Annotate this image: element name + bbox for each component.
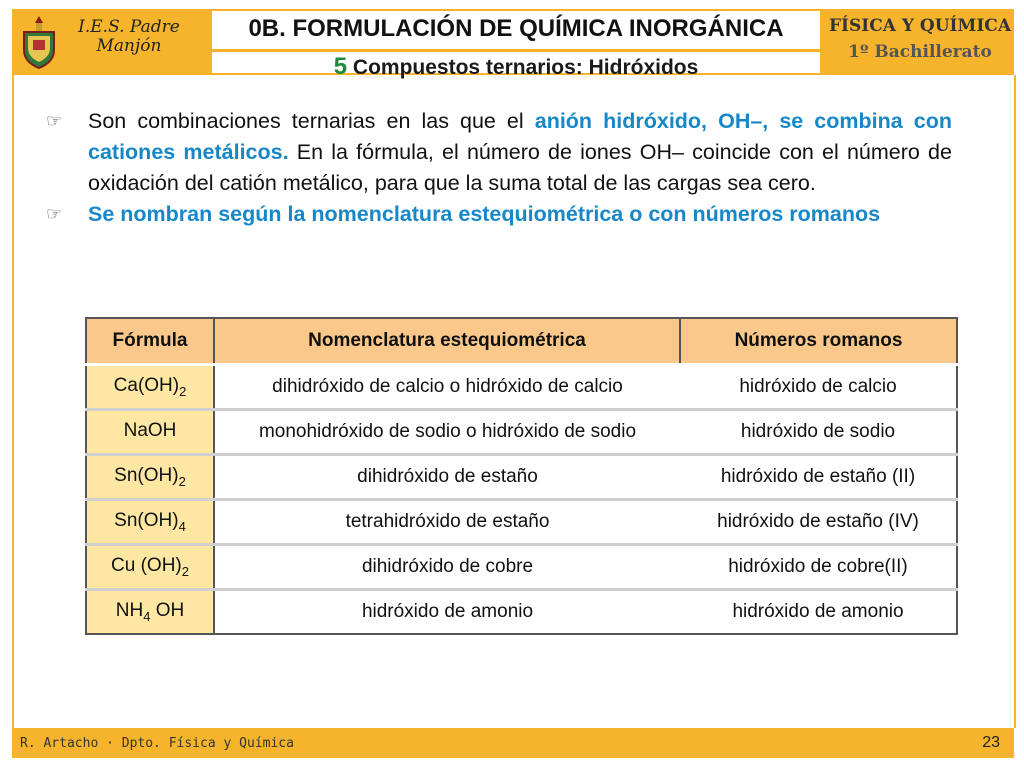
bullet-text: Son combinaciones ternarias en las que el: [88, 109, 535, 133]
table-row: [86, 545, 957, 590]
formula-cell: [86, 410, 214, 455]
roman-name-cell: hidróxido de amonio: [680, 590, 957, 635]
footer-bar: [12, 728, 1014, 758]
school-name-line2: Manjón: [96, 36, 162, 56]
formula-tail: OH: [150, 600, 185, 622]
column-header-roman: Números romanos: [680, 318, 957, 365]
roman-name-cell: hidróxido de estaño (II): [680, 455, 957, 500]
table-header-row: [86, 318, 957, 365]
roman-name-cell: hidróxido de cobre(II): [680, 545, 957, 590]
formula-base: NaOH: [123, 420, 177, 442]
formula-subscript: 4: [178, 518, 186, 534]
school-name-line1: I.E.S. Padre: [78, 17, 180, 37]
stoichiometric-name-cell: dihidróxido de cobre: [214, 545, 680, 590]
formula-subscript: 2: [179, 383, 187, 399]
page-number: 23: [982, 734, 1000, 751]
course-label: 1º Bachillerato: [848, 42, 992, 62]
column-header-stoichiometric: Nomenclatura estequiométrica: [214, 318, 680, 365]
bullet-highlight: anión hidróxido, OH–, se combina con cationes metálicos.: [88, 109, 952, 164]
page-title: 0B. FORMULACIÓN DE QUÍMICA INORGÁNICA: [248, 15, 784, 42]
formula-cell: [86, 365, 214, 410]
bullet-item: [46, 106, 952, 199]
stoichiometric-name-cell: hidróxido de amonio: [214, 590, 680, 635]
bullet-list: [46, 106, 952, 230]
subject-label: FÍSICA Y QUÍMICA: [828, 16, 1012, 36]
formula-base: Sn(OH): [114, 510, 179, 532]
table-row: [86, 500, 957, 545]
formula-base: Ca(OH): [113, 375, 180, 397]
formula-cell: [86, 590, 214, 635]
table-row: [86, 410, 957, 455]
formula-cell: [86, 545, 214, 590]
table-row: [86, 455, 957, 500]
hand-pointing-icon: ☞: [46, 204, 63, 224]
formula-subscript: 2: [178, 473, 186, 489]
formula-cell: [86, 455, 214, 500]
section-title: Compuestos ternarios: Hidróxidos: [352, 56, 699, 79]
formula-base: Cu (OH): [111, 555, 182, 577]
roman-name-cell: hidróxido de sodio: [680, 410, 957, 455]
formula-cell: [86, 500, 214, 545]
bullet-item: [46, 199, 952, 230]
school-name: [64, 18, 194, 56]
table-row: [86, 365, 957, 410]
stoichiometric-name-cell: tetrahidróxido de estaño: [214, 500, 680, 545]
roman-name-cell: hidróxido de estaño (IV): [680, 500, 957, 545]
stoichiometric-name-cell: dihidróxido de estaño: [214, 455, 680, 500]
hand-pointing-icon: ☞: [46, 111, 63, 131]
section-number: 5: [333, 53, 348, 80]
column-header-formula: Fórmula: [86, 318, 214, 365]
formula-subscript: 4: [143, 608, 151, 624]
footer-author: R. Artacho · Dpto. Física y Química: [20, 736, 294, 751]
title-divider: [212, 49, 820, 52]
roman-name-cell: hidróxido de calcio: [680, 365, 957, 410]
title-panel: [212, 11, 820, 80]
formula-subscript: 2: [181, 563, 189, 579]
formula-base: NH: [115, 600, 144, 622]
hydroxides-table: [85, 317, 956, 635]
stoichiometric-name-cell: monohidróxido de sodio o hidróxido de sodio: [214, 410, 680, 455]
formula-base: Sn(OH): [114, 465, 179, 487]
bullet-text: En la fórmula, el número de iones OH– coincide con el número de oxidación del catión metálico, para que la suma total de las cargas sea cero.: [88, 140, 952, 195]
table-row: [86, 590, 957, 635]
stoichiometric-name-cell: dihidróxido de calcio o hidróxido de calcio: [214, 365, 680, 410]
bullet-highlight: Se nombran según la nomenclatura estequiométrica o con números romanos: [88, 202, 881, 226]
school-logo: [18, 14, 60, 70]
